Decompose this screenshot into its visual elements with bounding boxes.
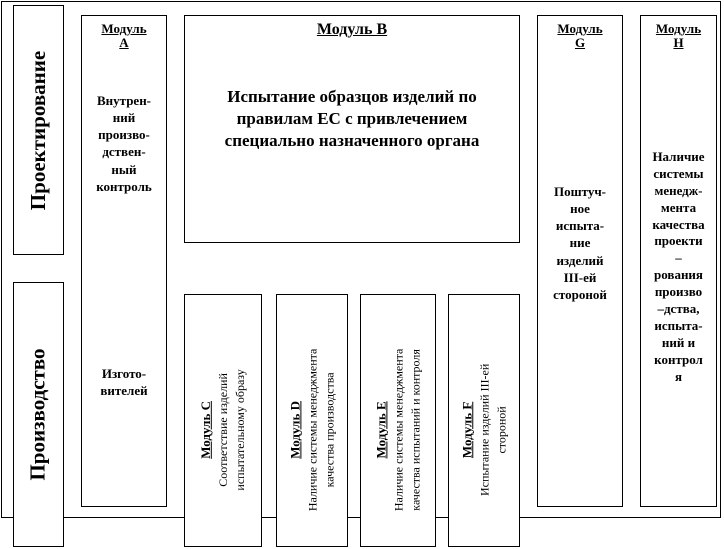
module-h-title-letter: Н — [673, 34, 684, 50]
module-c-line: испытательному образу — [233, 369, 248, 491]
module-h-line: проекти — [654, 233, 703, 249]
module-f-line: стороной — [494, 406, 509, 454]
module-e-content — [372, 349, 424, 512]
module-a-title-word: Модуль — [101, 21, 147, 36]
module-h-title-word: Модуль — [655, 21, 702, 36]
module-h-line: мента — [660, 199, 697, 215]
module-c-content — [197, 369, 249, 490]
module-b — [184, 15, 520, 243]
module-g-title-letter: G — [574, 34, 586, 50]
module-h-line: рования — [654, 267, 703, 283]
module-e-line: качества испытаний и контроля — [408, 349, 423, 511]
module-g-title — [538, 22, 622, 49]
module-g-description — [538, 183, 622, 303]
module-h-line: Наличие — [652, 149, 705, 164]
module-a-title-letter: А — [119, 34, 129, 50]
module-c-title: Модуль С — [198, 401, 214, 460]
module-a-description — [82, 92, 166, 195]
module-d — [276, 294, 348, 547]
module-f — [448, 294, 520, 547]
module-a-line: ный — [111, 161, 137, 177]
module-h-line: контрол — [654, 351, 703, 367]
module-h-line: качества — [652, 216, 705, 232]
module-h-line: системы — [653, 165, 704, 181]
module-a-line: вителей — [100, 383, 148, 399]
module-e-line: Наличие системы менеджмента — [391, 348, 406, 512]
module-h-line: –дства, — [657, 301, 700, 317]
module-b-line: Испытание образцов изделий по — [227, 87, 477, 106]
module-h-line: испыта- — [654, 317, 703, 333]
module-a-line: произво- — [98, 127, 150, 143]
module-h-line: менедж- — [654, 182, 703, 198]
module-f-line: Испытание изделий III-ей — [477, 363, 492, 497]
module-g-line: испыта- — [555, 218, 605, 234]
module-a-line: контроль — [96, 178, 152, 194]
module-h-line: ний и — [661, 334, 696, 350]
module-g-line: стороной — [553, 286, 607, 302]
module-g-line: ное — [570, 201, 590, 217]
module-h-description — [641, 149, 716, 385]
module-a-description-2 — [82, 365, 166, 399]
module-h-line: я — [674, 368, 683, 384]
module-g — [537, 15, 623, 507]
production-stage-label — [13, 282, 64, 547]
production-stage-text: Производство — [26, 348, 51, 481]
design-stage-label — [13, 5, 64, 255]
module-e — [360, 294, 436, 547]
module-a-title — [82, 22, 166, 49]
module-d-content — [286, 349, 338, 512]
module-g-title-word: Модуль — [557, 21, 603, 36]
module-e-title: Модуль Е — [373, 401, 389, 459]
module-a-line: дствен- — [102, 144, 146, 160]
module-a-line: Внутрен- — [96, 93, 152, 108]
module-d-title: Модуль D — [287, 401, 303, 460]
module-b-line: правилам ЕС с привлечением — [236, 109, 468, 129]
module-c — [184, 294, 262, 547]
module-d-line: качества производства — [322, 372, 337, 488]
module-h — [640, 15, 717, 507]
module-b-line: специально назначенного органа — [224, 131, 480, 151]
module-h-line: произво — [654, 284, 703, 300]
module-g-line: Поштуч- — [554, 184, 606, 199]
module-h-title — [641, 22, 716, 49]
module-h-line: – — [675, 250, 682, 266]
module-g-line: ние — [569, 235, 591, 251]
module-b-description — [185, 86, 519, 152]
design-stage-text: Проектирование — [26, 50, 50, 210]
module-g-line: изделий — [556, 252, 604, 268]
module-a-line: ний — [112, 110, 136, 126]
module-f-content — [458, 364, 510, 496]
module-b-title: Модуль В — [316, 21, 388, 38]
module-a-line: Изгото- — [101, 366, 147, 381]
module-g-line: III-ей — [563, 269, 597, 285]
module-d-line: Наличие системы менеджмента — [305, 348, 320, 512]
module-c-line: Соответствие изделий — [216, 373, 231, 487]
module-a — [81, 15, 167, 507]
module-f-title: Модуль F — [459, 401, 475, 459]
